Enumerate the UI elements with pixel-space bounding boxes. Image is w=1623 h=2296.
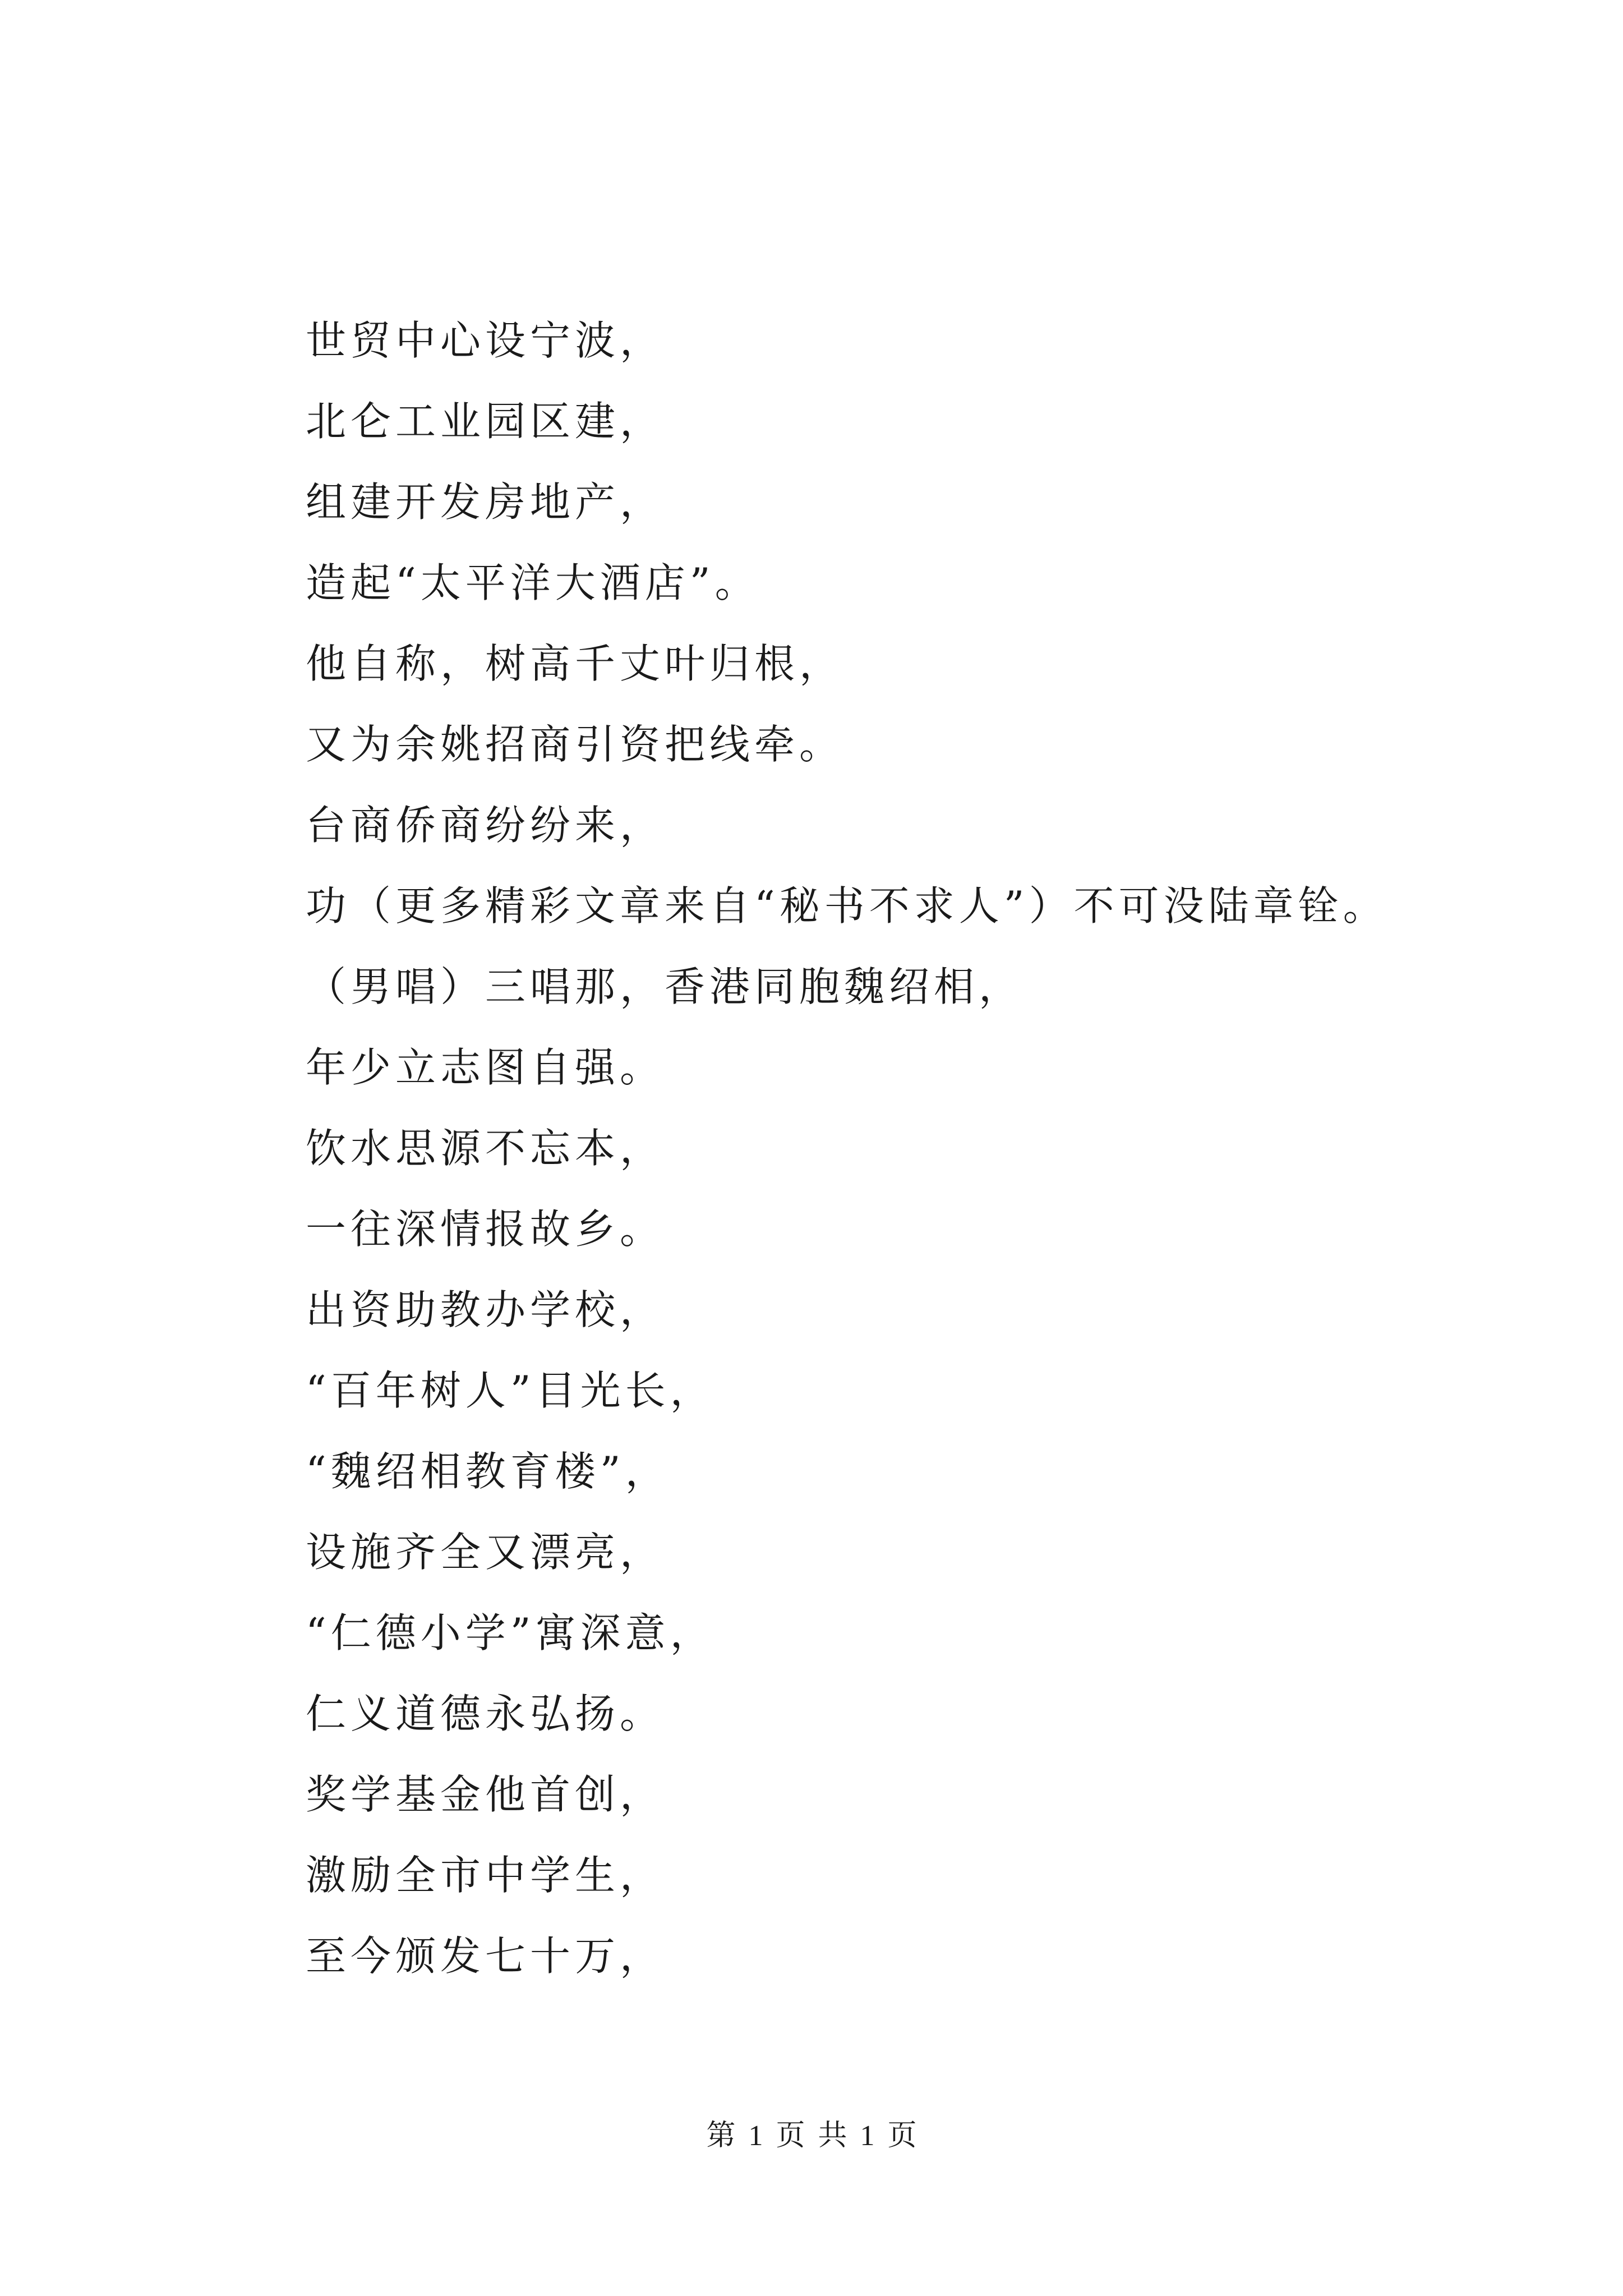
text-line: 造起“太平洋大酒店”。 xyxy=(306,559,760,606)
document-body xyxy=(306,300,1388,1996)
text-line: 组建开发房地产， xyxy=(306,478,665,526)
text-line: 功（更多精彩文章来自“秘书不求人”）不可没陆章铨。 xyxy=(306,882,1388,930)
text-line: 设施齐全又漂亮， xyxy=(306,1529,665,1576)
text-line: 世贸中心设宁波， xyxy=(306,317,665,364)
page-number-footer: 第 1 页 共 1 页 xyxy=(706,2120,917,2152)
text-line: 台商侨商纷纷来， xyxy=(306,802,665,849)
text-line: 他自称，树高千丈叶归根， xyxy=(306,640,845,687)
text-line: 出资助教办学校， xyxy=(306,1286,665,1333)
text-line: “百年树人”目光长， xyxy=(306,1367,715,1414)
text-line: （男唱）三唱那，香港同胞魏绍相， xyxy=(306,963,1024,1010)
text-line: 又为余姚招商引资把线牵。 xyxy=(306,721,845,768)
text-line: 仁义道德永弘扬。 xyxy=(306,1690,665,1737)
text-line: 奖学基金他首创， xyxy=(306,1771,665,1818)
text-line: 饮水思源不忘本， xyxy=(306,1125,665,1172)
text-line: “魏绍相教育楼”， xyxy=(306,1448,670,1495)
text-line: 年少立志图自强。 xyxy=(306,1044,665,1091)
text-line: 至今颁发七十万， xyxy=(306,1932,665,1980)
text-line: 激励全市中学生， xyxy=(306,1852,665,1899)
text-line: 一往深情报故乡。 xyxy=(306,1205,665,1253)
text-line: 北仑工业园区建， xyxy=(306,398,665,445)
text-line: “仁德小学”寓深意， xyxy=(306,1609,715,1657)
